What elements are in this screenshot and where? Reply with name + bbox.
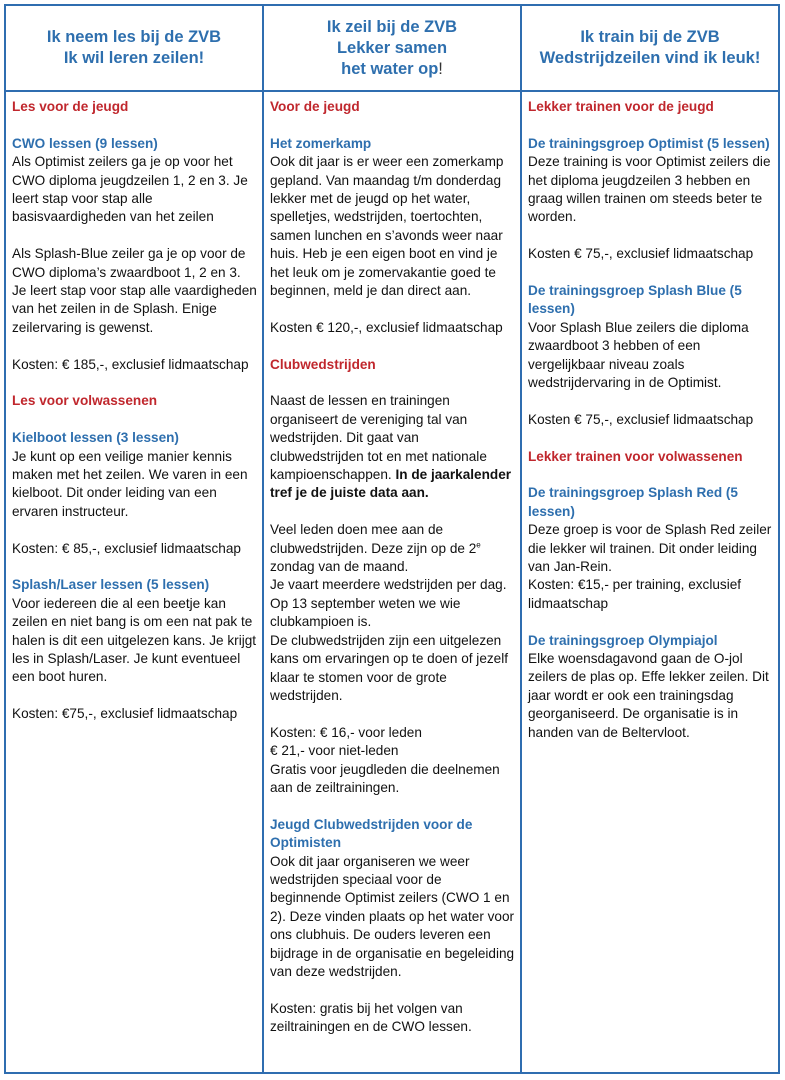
header-punct: ! [438, 59, 443, 78]
paragraph-text: zondag van de maand. [270, 559, 409, 575]
calendar-note: In de jaarkalender tref je de juiste data aan. [270, 467, 512, 501]
superscript: e [476, 540, 481, 550]
paragraph: Voor iedereen die al een beetje kan zeilen en niet bang is om een nat pak te halen is dit een uitgelezen kans. Je krijgt les in Splash/Laser. Je kunt eventueel een boot huren. [12, 595, 257, 685]
cost-line: Kosten € 75,-, exclusief lidmaatschap [528, 411, 754, 427]
paragraph-text: Naast de lessen en trainingen organiseert de vereniging tal van wedstrijden. Dit gaat van clubwedstrijden tot en met nationale kampioenschappen. [270, 393, 487, 483]
paragraph: Als Optimist zeilers ga je op voor het CWO diploma jeugdzeilen 1, 2 en 3. Je leert stap voor stap alle basisvaardigheden van het zeilen [12, 154, 248, 225]
header-lessons [6, 6, 262, 90]
column-divider [520, 6, 522, 1072]
header-training [522, 6, 778, 90]
course-title: Jeugd Clubwedstrijden voor de Optimisten [270, 816, 473, 851]
paragraph: Deze training is voor Optimist zeilers die het diploma jeugdzeilen 3 hebben en graag willen trainen om steeds beter te worden. [528, 154, 771, 225]
header-line: Ik wil leren zeilen! [63, 49, 205, 67]
course-title: De trainingsgroep Optimist (5 lessen) [528, 135, 770, 151]
paragraph: Ook dit jaar organiseren we weer wedstrijden speciaal voor de beginnende Optimist zeilers (CWO 1 en 2). Deze vinden plaats op het water voor ons clubhuis. De ouders leveren een bijdrage in de organisatie en begeleiding van deze wedstrijden. [270, 853, 515, 979]
cost-line: Kosten: € 185,-, exclusief lidmaatschap [12, 356, 249, 372]
section-heading: Les voor volwassenen [12, 393, 158, 409]
column-sailing [270, 98, 516, 1055]
course-title: De trainingsgroep Splash Blue (5 lessen) [528, 283, 742, 317]
paragraph: De clubwedstrijden zijn een uitgelezen kans om ervaringen op te doen of jezelf klaar te stomen voor de grote wedstrijden. [270, 632, 509, 703]
header-line [341, 59, 443, 80]
cost-line: Kosten: €75,-, exclusief lidmaatschap [12, 706, 238, 722]
header-sailing [264, 6, 520, 90]
course-title: Kielboot lessen (3 lessen) [12, 430, 179, 446]
paragraph: Als Splash-Blue zeiler ga je op voor de CWO diploma’s zwaardboot 1, 2 en 3. Je leert stap voor stap alle vaardigheden van het zeilen in de Splash. Enige zeilervaring is gewenst. [12, 246, 257, 335]
cost-line: Kosten € 75,-, exclusief lidmaatschap [528, 246, 754, 262]
section-heading: Clubwedstrijden [270, 356, 376, 372]
header-line: Lekker samen [336, 38, 448, 57]
course-title: Het zomerkamp [270, 135, 372, 151]
section-heading: Voor de jeugd [270, 99, 360, 114]
column-lessons [12, 98, 258, 742]
cost-line: Kosten: €15,- per training, exclusief lidmaatschap [528, 577, 742, 611]
header-line: Ik zeil bij de ZVB [326, 17, 458, 36]
paragraph: Deze groep is voor de Splash Red zeiler die lekker wil trainen. Dit onder leiding van Jan-Rein. [528, 522, 772, 575]
paragraph: Ook dit jaar is er weer een zomerkamp gepland. Van maandag t/m donderdag lekker met de jeugd op het water, spelletjes, wedstrijden, toertochten, samen lunchen en s’avonds weer naar huis. Heb je een eigen boot en vind je het leuk om je zomervakantie goed te beginnen, meld je dan direct aan. [270, 154, 504, 299]
section-heading: Lekker trainen voor de jeugd [528, 99, 714, 114]
course-title: De trainingsgroep Splash Red (5 lessen) [528, 485, 738, 519]
cost-line: Kosten: gratis bij het volgen van zeiltrainingen en de CWO lessen. [270, 1000, 472, 1035]
cost-line: Kosten: € 16,- voor leden [270, 724, 422, 740]
column-training [528, 98, 774, 761]
paragraph [270, 392, 516, 502]
header-text: het water op [341, 59, 439, 78]
paragraph-text: Veel leden doen mee aan de clubwedstrijden. Deze zijn op de 2 [270, 522, 477, 556]
paragraph: Elke woensdagavond gaan de O-jol zeilers de plas op. Effe lekker zeilen. Dit jaar wordt er ook een trainingsdag georganiseerd. De organisatie is in handen van de Beltervloot. [528, 651, 769, 740]
header-divider [6, 90, 778, 92]
course-title: CWO lessen (9 lessen) [12, 135, 158, 151]
cost-line: Kosten: € 85,-, exclusief lidmaatschap [12, 540, 241, 556]
table-frame [4, 4, 780, 1074]
paragraph: Voor Splash Blue zeilers die diploma zwaardboot 3 hebben of een vergelijkbaar niveau zoals wedstrijdervaring in de Optimist. [528, 319, 749, 391]
course-title: Splash/Laser lessen (5 lessen) [12, 577, 210, 593]
cost-line: € 21,- voor niet-leden [270, 743, 399, 759]
header-line: Ik train bij de ZVB [580, 28, 720, 46]
section-heading: Les voor de jeugd [12, 99, 129, 114]
paragraph: Je vaart meerdere wedstrijden per dag. Op 13 september weten we wie clubkampioen is. [270, 577, 507, 630]
header-line: Ik neem les bij de ZVB [46, 28, 222, 46]
column-divider [262, 6, 264, 1072]
paragraph: Je kunt op een veilige manier kennis maken met het zeilen. We varen in een kielboot. Dit onder leiding van een ervaren instructeur. [12, 448, 248, 519]
cost-line: Kosten € 120,-, exclusief lidmaatschap [270, 319, 503, 335]
paragraph [270, 521, 516, 576]
course-title: De trainingsgroep Olympiajol [528, 632, 718, 648]
header-line: Wedstrijdzeilen vind ik leuk! [539, 49, 761, 67]
section-heading: Lekker trainen voor volwassenen [528, 448, 743, 464]
cost-line: Gratis voor jeugdleden die deelnemen aan de zeiltrainingen. [270, 761, 500, 795]
